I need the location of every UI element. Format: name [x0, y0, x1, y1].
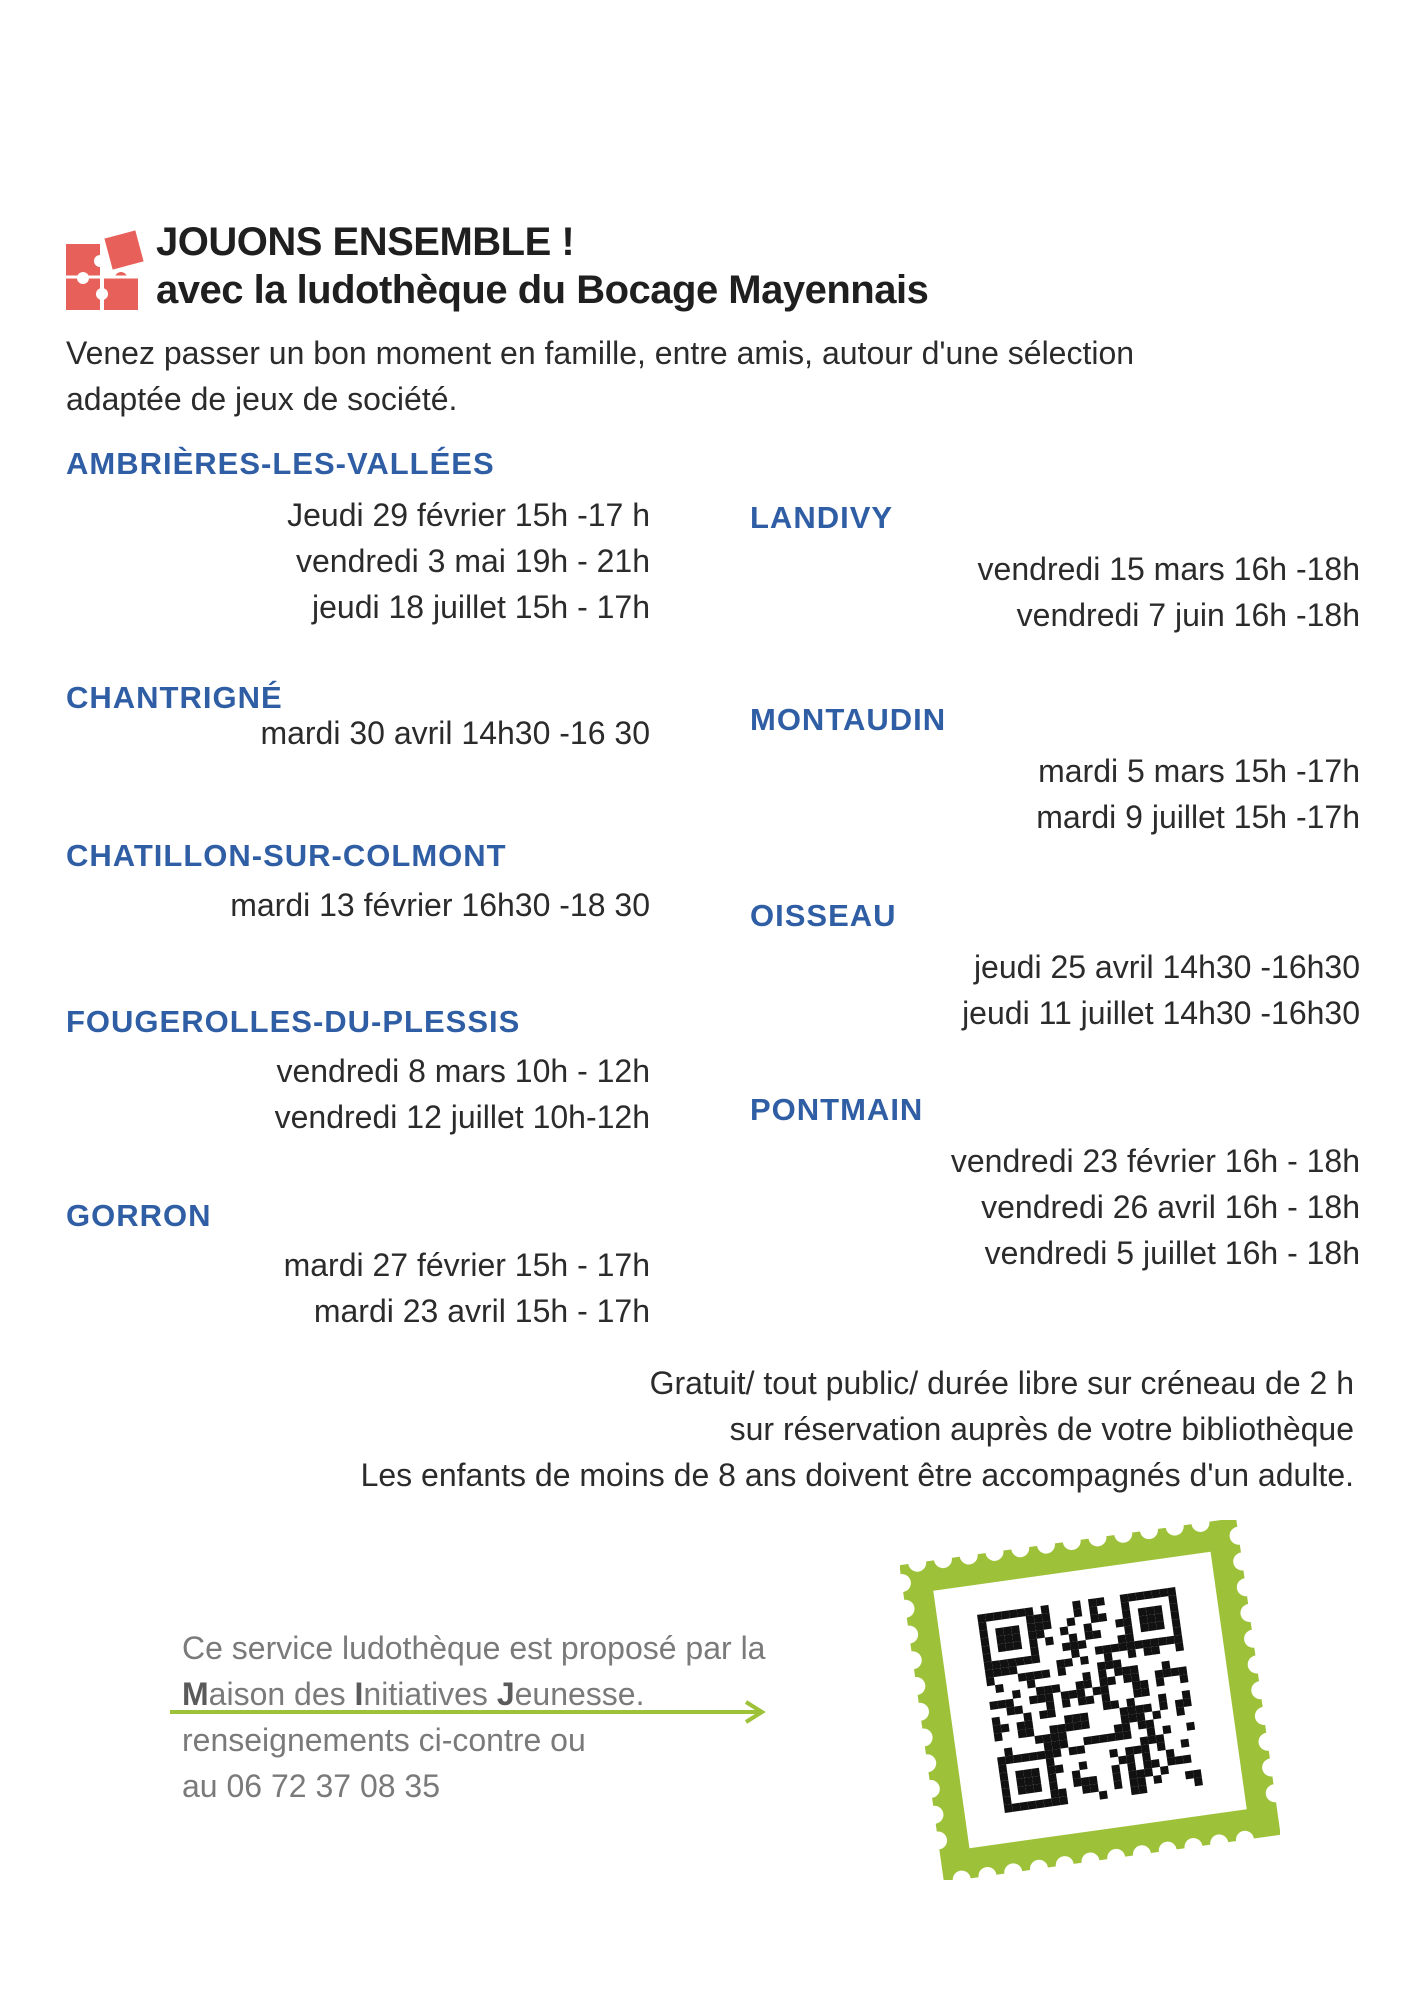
town-name: CHANTRIGNÉ — [66, 680, 283, 715]
town-name: AMBRIÈRES-LES-VALLÉES — [66, 446, 495, 481]
intro-text: Venez passer un bon moment en famille, entre amis, autour d'une sélection adaptée de jeux de société. — [66, 335, 1135, 417]
session: mardi 9 juillet 15h -17h — [1036, 799, 1360, 835]
town-name: PONTMAIN — [750, 1092, 924, 1127]
town-block-chatillon — [66, 838, 650, 928]
session: mardi 27 février 15h - 17h — [283, 1247, 650, 1283]
town-name: LANDIVY — [750, 500, 894, 535]
session: vendredi 8 mars 10h - 12h — [276, 1053, 650, 1089]
town-name: CHATILLON-SUR-COLMONT — [66, 838, 507, 873]
town-block-landivy — [750, 500, 1360, 638]
session: jeudi 18 juillet 15h - 17h — [311, 589, 650, 625]
session: vendredi 5 juillet 16h - 18h — [984, 1235, 1360, 1271]
town-block-pontmain — [750, 1092, 1360, 1276]
town-block-gorron — [66, 1198, 650, 1334]
session-list — [66, 1048, 650, 1140]
session: vendredi 23 février 16h - 18h — [950, 1143, 1360, 1179]
session: vendredi 12 juillet 10h-12h — [274, 1099, 650, 1135]
session: mardi 30 avril 14h30 -16 30 — [260, 715, 650, 751]
town-block-fougerolles — [66, 1004, 650, 1140]
footer-text: Ce service ludothèque est proposé par la Maison des Initiatives Jeunesse. renseignements ci-contre ou au 06 72 37 08 35 — [182, 1630, 766, 1804]
session-list — [66, 710, 650, 756]
session: vendredi 15 mars 16h -18h — [977, 551, 1360, 587]
session-list — [750, 1138, 1360, 1276]
session-list — [750, 944, 1360, 1036]
session: vendredi 26 avril 16h - 18h — [981, 1189, 1360, 1225]
town-name: FOUGEROLLES-DU-PLESSIS — [66, 1004, 521, 1039]
mij-name: Maison des Initiatives Jeunesse. — [182, 1676, 645, 1712]
session-list — [66, 882, 650, 928]
info-block — [154, 1360, 1354, 1498]
session: mardi 23 avril 15h - 17h — [313, 1293, 650, 1329]
info-line: Gratuit/ tout public/ durée libre sur créneau de 2 h — [649, 1365, 1354, 1401]
qr-code-stamp[interactable] — [900, 1520, 1280, 1880]
town-block-montaudin — [750, 702, 1360, 840]
session: jeudi 25 avril 14h30 -16h30 — [973, 949, 1360, 985]
session: mardi 5 mars 15h -17h — [1038, 753, 1360, 789]
town-block-oisseau — [750, 898, 1360, 1036]
session-list — [750, 546, 1360, 638]
session: vendredi 3 mai 19h - 21h — [296, 543, 650, 579]
session-list — [750, 748, 1360, 840]
page-title: JOUONS ENSEMBLE ! — [156, 220, 575, 264]
town-name: OISSEAU — [750, 898, 897, 933]
session-list — [66, 492, 650, 630]
session: jeudi 11 juillet 14h30 -16h30 — [962, 995, 1360, 1031]
town-name: GORRON — [66, 1198, 212, 1233]
session: mardi 13 février 16h30 -18 30 — [230, 887, 650, 923]
session: vendredi 7 juin 16h -18h — [1016, 597, 1360, 633]
town-block-ambrieres — [66, 446, 650, 630]
puzzle-icon — [64, 228, 148, 312]
town-name: MONTAUDIN — [750, 702, 947, 737]
session: Jeudi 29 février 15h -17 h — [287, 497, 650, 533]
info-line: Les enfants de moins de 8 ans doivent être accompagnés d'un adulte. — [360, 1457, 1354, 1493]
arrow-right-icon — [170, 1700, 770, 1724]
info-line: sur réservation auprès de votre bibliothèque — [729, 1411, 1354, 1447]
page-subtitle: avec la ludothèque du Bocage Mayennais — [156, 268, 929, 312]
town-block-chantrigne — [66, 680, 650, 756]
session-list — [66, 1242, 650, 1334]
